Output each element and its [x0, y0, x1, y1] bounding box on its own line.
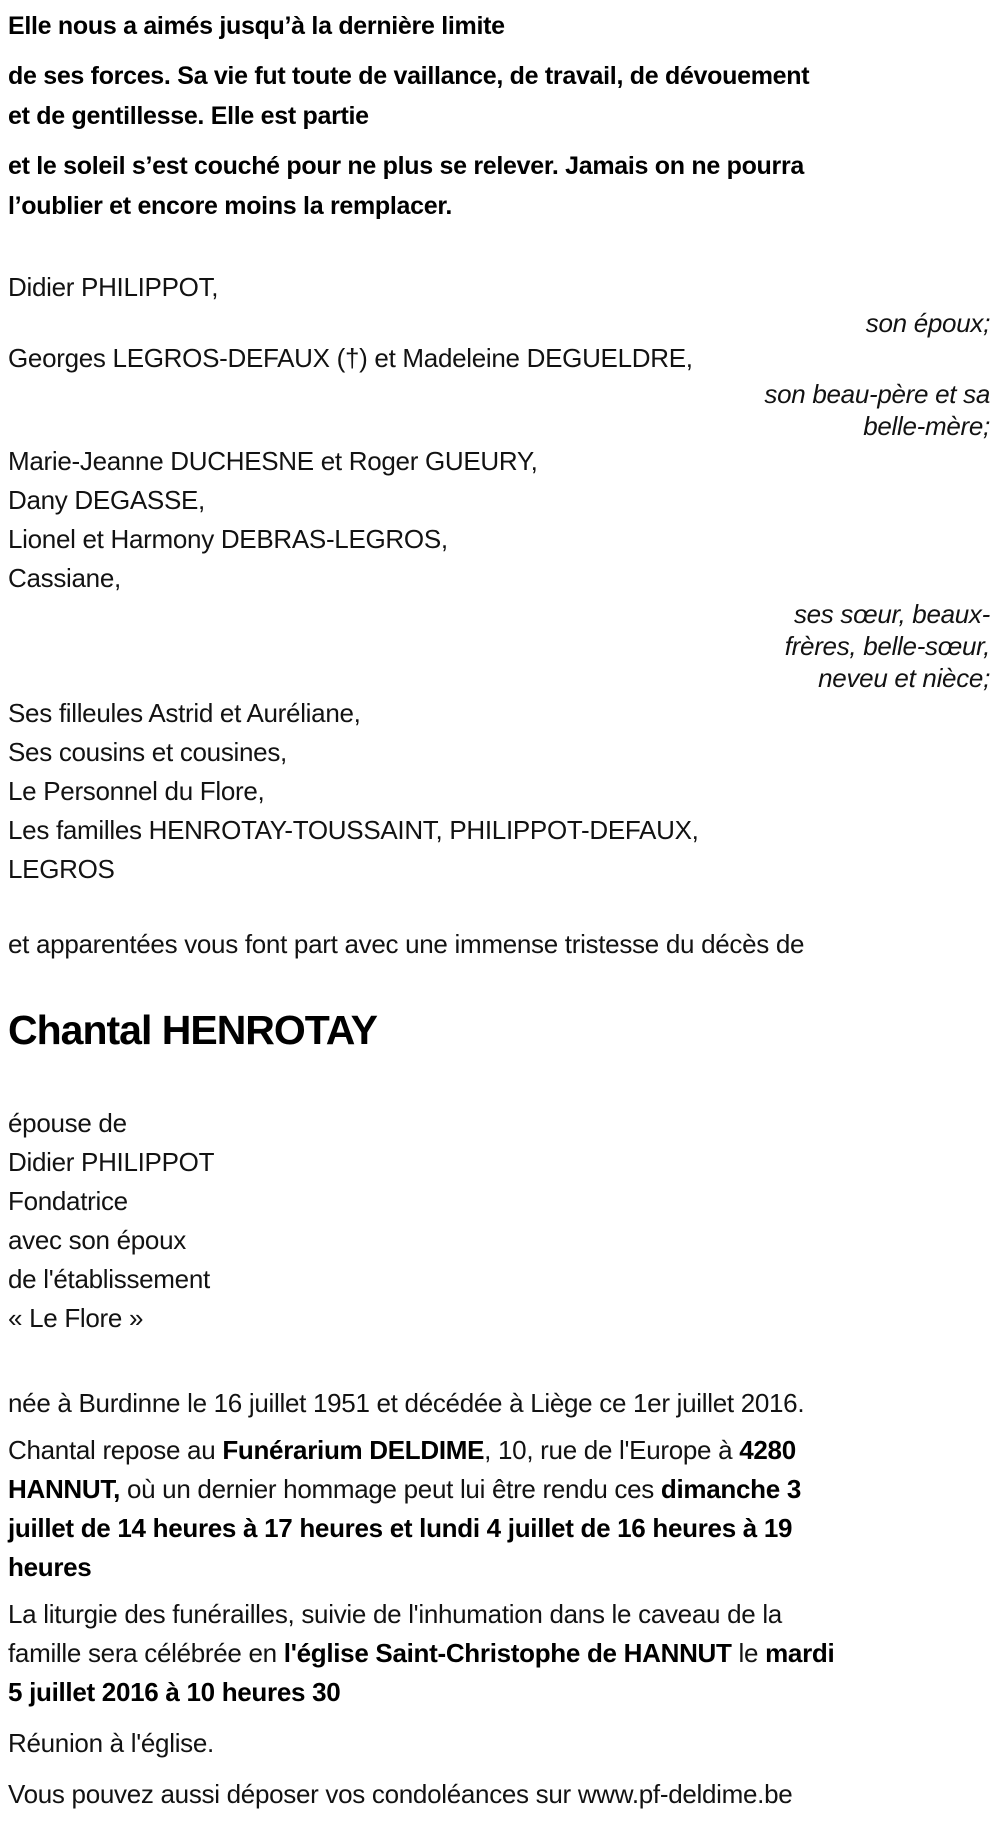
liturgy-line [8, 1634, 990, 1673]
visit-hours: juillet de 14 heures à 17 heures et lundi 4 juillet de 16 heures à 19 [8, 1513, 793, 1543]
deceased-description-line: avec son époux [8, 1225, 186, 1255]
condolences-text: Vous pouvez aussi déposer vos condoléances sur [8, 1779, 578, 1809]
postal-code: 4280 [739, 1435, 796, 1465]
liturgy-text: famille sera célébrée en [8, 1638, 284, 1668]
liturgy-line [8, 1673, 990, 1712]
epitaph-paragraph-3 [8, 146, 990, 226]
relative-name: Le Personnel du Flore, [8, 776, 265, 806]
epitaph-line: l’oublier et encore moins la remplacer. [8, 192, 453, 220]
repose-line [8, 1548, 990, 1587]
relative-name: Didier PHILIPPOT, [8, 272, 219, 302]
birth-death-line: née à Burdinne le 16 juillet 1951 et décédée à Liège ce 1er juillet 2016. [8, 1388, 805, 1418]
relative-name: Dany DEGASSE, [8, 485, 205, 515]
epitaph-line: et le soleil s’est couché pour ne plus se relever. Jamais on ne pourra [8, 152, 804, 180]
condolences-url: www.pf-deldime.be [577, 1779, 793, 1809]
deceased-name: Chantal HENROTAY [8, 1007, 377, 1053]
repose-line [8, 1509, 990, 1548]
repose-text: où un dernier hommage peut lui être rendu ces [120, 1474, 661, 1504]
repose-paragraph [8, 1431, 990, 1587]
deceased-description-line: épouse de [8, 1108, 127, 1138]
liturgy-text: le [731, 1638, 766, 1668]
repose-line [8, 1470, 990, 1509]
repose-text: Chantal repose au [8, 1435, 223, 1465]
epitaph-line: de ses forces. Sa vie fut toute de vaillance, de travail, de dévouement [8, 62, 810, 90]
repose-line [8, 1431, 990, 1470]
liturgy-paragraph [8, 1595, 990, 1712]
relative-name: Georges LEGROS-DEFAUX (†) et Madeleine DEGUELDRE, [8, 343, 693, 373]
family-section [8, 268, 990, 889]
meeting-line: Réunion à l'église. [8, 1728, 214, 1758]
liturgy-text: La liturgie des funérailles, suivie de l'inhumation dans le caveau de la [8, 1599, 782, 1629]
epitaph-line: Elle nous a aimés jusqu’à la dernière limite [8, 12, 505, 40]
funerarium-name: Funérarium DELDIME [222, 1435, 485, 1465]
relative-name: LEGROS [8, 854, 115, 884]
city-name: HANNUT, [8, 1474, 121, 1504]
deceased-description [8, 1104, 990, 1338]
relative-name: Les familles HENROTAY-TOUSSAINT, PHILIPPOT-DEFAUX, [8, 815, 699, 845]
epitaph-paragraph-2 [8, 56, 990, 136]
deceased-description-line: de l'établissement [8, 1264, 210, 1294]
epitaph-line: et de gentillesse. Elle est partie [8, 102, 369, 130]
ceremony-date: 5 juillet 2016 à 10 heures 30 [8, 1677, 341, 1707]
relative-name: Marie-Jeanne DUCHESNE et Roger GUEURY, [8, 446, 538, 476]
relation-label: son époux; [865, 308, 990, 338]
relative-name: Ses filleules Astrid et Auréliane, [8, 698, 361, 728]
visit-hours: heures [8, 1552, 92, 1582]
deceased-description-line: Didier PHILIPPOT [8, 1147, 215, 1177]
ceremony-date: mardi [765, 1638, 835, 1668]
church-name: l'église Saint-Christophe de HANNUT [283, 1638, 732, 1668]
relation-label: neveu et nièce; [818, 663, 990, 693]
announcement-line: et apparentées vous font part avec une immense tristesse du décès de [8, 929, 805, 959]
relative-name: Cassiane, [8, 563, 121, 593]
epitaph-section [8, 6, 990, 226]
relation-label: ses sœur, beaux- [793, 599, 990, 629]
repose-text: , 10, rue de l'Europe à [484, 1435, 740, 1465]
relative-name: Lionel et Harmony DEBRAS-LEGROS, [8, 524, 448, 554]
epitaph-paragraph-1 [8, 6, 990, 46]
relation-label: frères, belle-sœur, [784, 631, 990, 661]
relation-label: belle-mère; [863, 411, 990, 441]
deceased-description-line: Fondatrice [8, 1186, 128, 1216]
relative-name: Ses cousins et cousines, [8, 737, 287, 767]
condolences-line [8, 1775, 990, 1814]
deceased-description-line: « Le Flore » [8, 1303, 144, 1333]
liturgy-line [8, 1595, 990, 1634]
relation-label: son beau-père et sa [764, 379, 990, 409]
visit-day: dimanche 3 [660, 1474, 801, 1504]
